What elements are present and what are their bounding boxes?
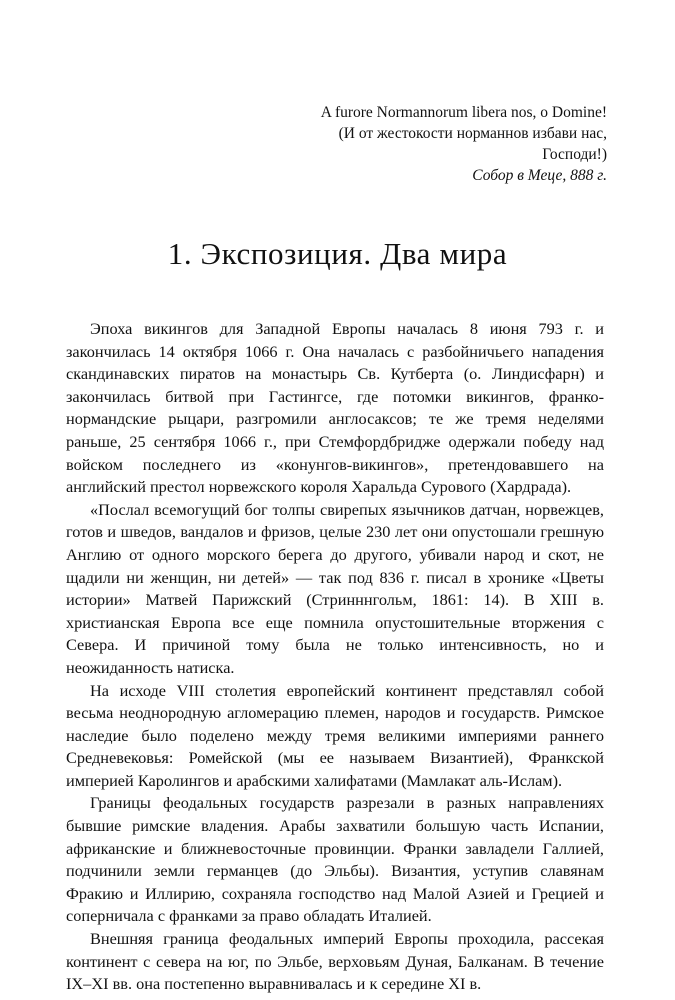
epigraph-latin: A furore Normannorum libera nos, o Domine! <box>320 104 607 121</box>
chapter-title: 1. Экспозиция. Два мира <box>167 236 508 271</box>
paragraph-4: Границы феодальных государств разрезали в разных направлениях бывшие римские владения. Арабы захватили большую часть Испании, африканские и ближневосточные провинции. Франки завладели Галлией, подчинили земли германцев (до Эльбы). Византия, уступив славянам Фракию и Иллирию, сохраняла господство над Малой Азией и Грецией и соперничала с франками за право обладать Италией. <box>66 793 604 926</box>
epigraph <box>87 102 607 186</box>
body-text <box>66 318 604 996</box>
paragraph-3: На исходе VIII столетия европейский континент представлял собой весьма неоднородную агломерацию племен, народов и государств. Римское наследие было поделено между тремя великими империями раннего Средневековья: Ромейской (мы ее называем Византией), Франкской империей Каролингов и арабскими халифатами (Мамлакат аль-Ислам). <box>66 680 604 790</box>
epigraph-source: Собор в Меце, 888 г. <box>472 167 607 184</box>
epigraph-translation-line-2: Господи!) <box>542 146 607 163</box>
paragraph-2: «Послал всемогущий бог толпы свирепых язычников датчан, норвежцев, готов и шведов, вандалов и фризов, целые 230 лет они опустошали грешную Англию от одного морского берега до другого, убивали народ и скот, не щадили ни женщин, ни детей» — так под 836 г. писал в хронике «Цветы истории» Матвей Парижский (Стринннгольм, 1861: 14). В XIII в. христианская Европа все еще помнила опустошительные вторжения с Севера. И причиной тому была не только интенсивность, но и неожиданность натиска. <box>66 499 604 677</box>
epigraph-translation-line-1: (И от жестокости норманнов избави нас, <box>338 125 607 142</box>
paragraph-1: Эпоха викингов для Западной Европы началась 8 июня 793 г. и закончилась 14 октября 1066 г. Она началась с разбойничьего нападения скандинавских пиратов на монастырь Св. Кутберта (о. Линдисфарн) и закончилась битвой при Гастингсе, где потомки викингов, франко-нормандские рыцари, разгромили англосаксов; те же тремя неделями раньше, 25 сентября 1066 г., при Стемфордбридже одержали победу над войском последнего из «конунгов-викингов», претендовавшего на английский престол норвежского короля Харальда Сурового (Хардрада). <box>66 319 604 497</box>
paragraph-5: Внешняя граница феодальных империй Европы проходила, рассекая континент с севера на юг, по Эльбе, верховьям Дуная, Балканам. В течение IX–XI вв. она постепенно выравнивалась и к середине XI в. <box>66 929 604 994</box>
